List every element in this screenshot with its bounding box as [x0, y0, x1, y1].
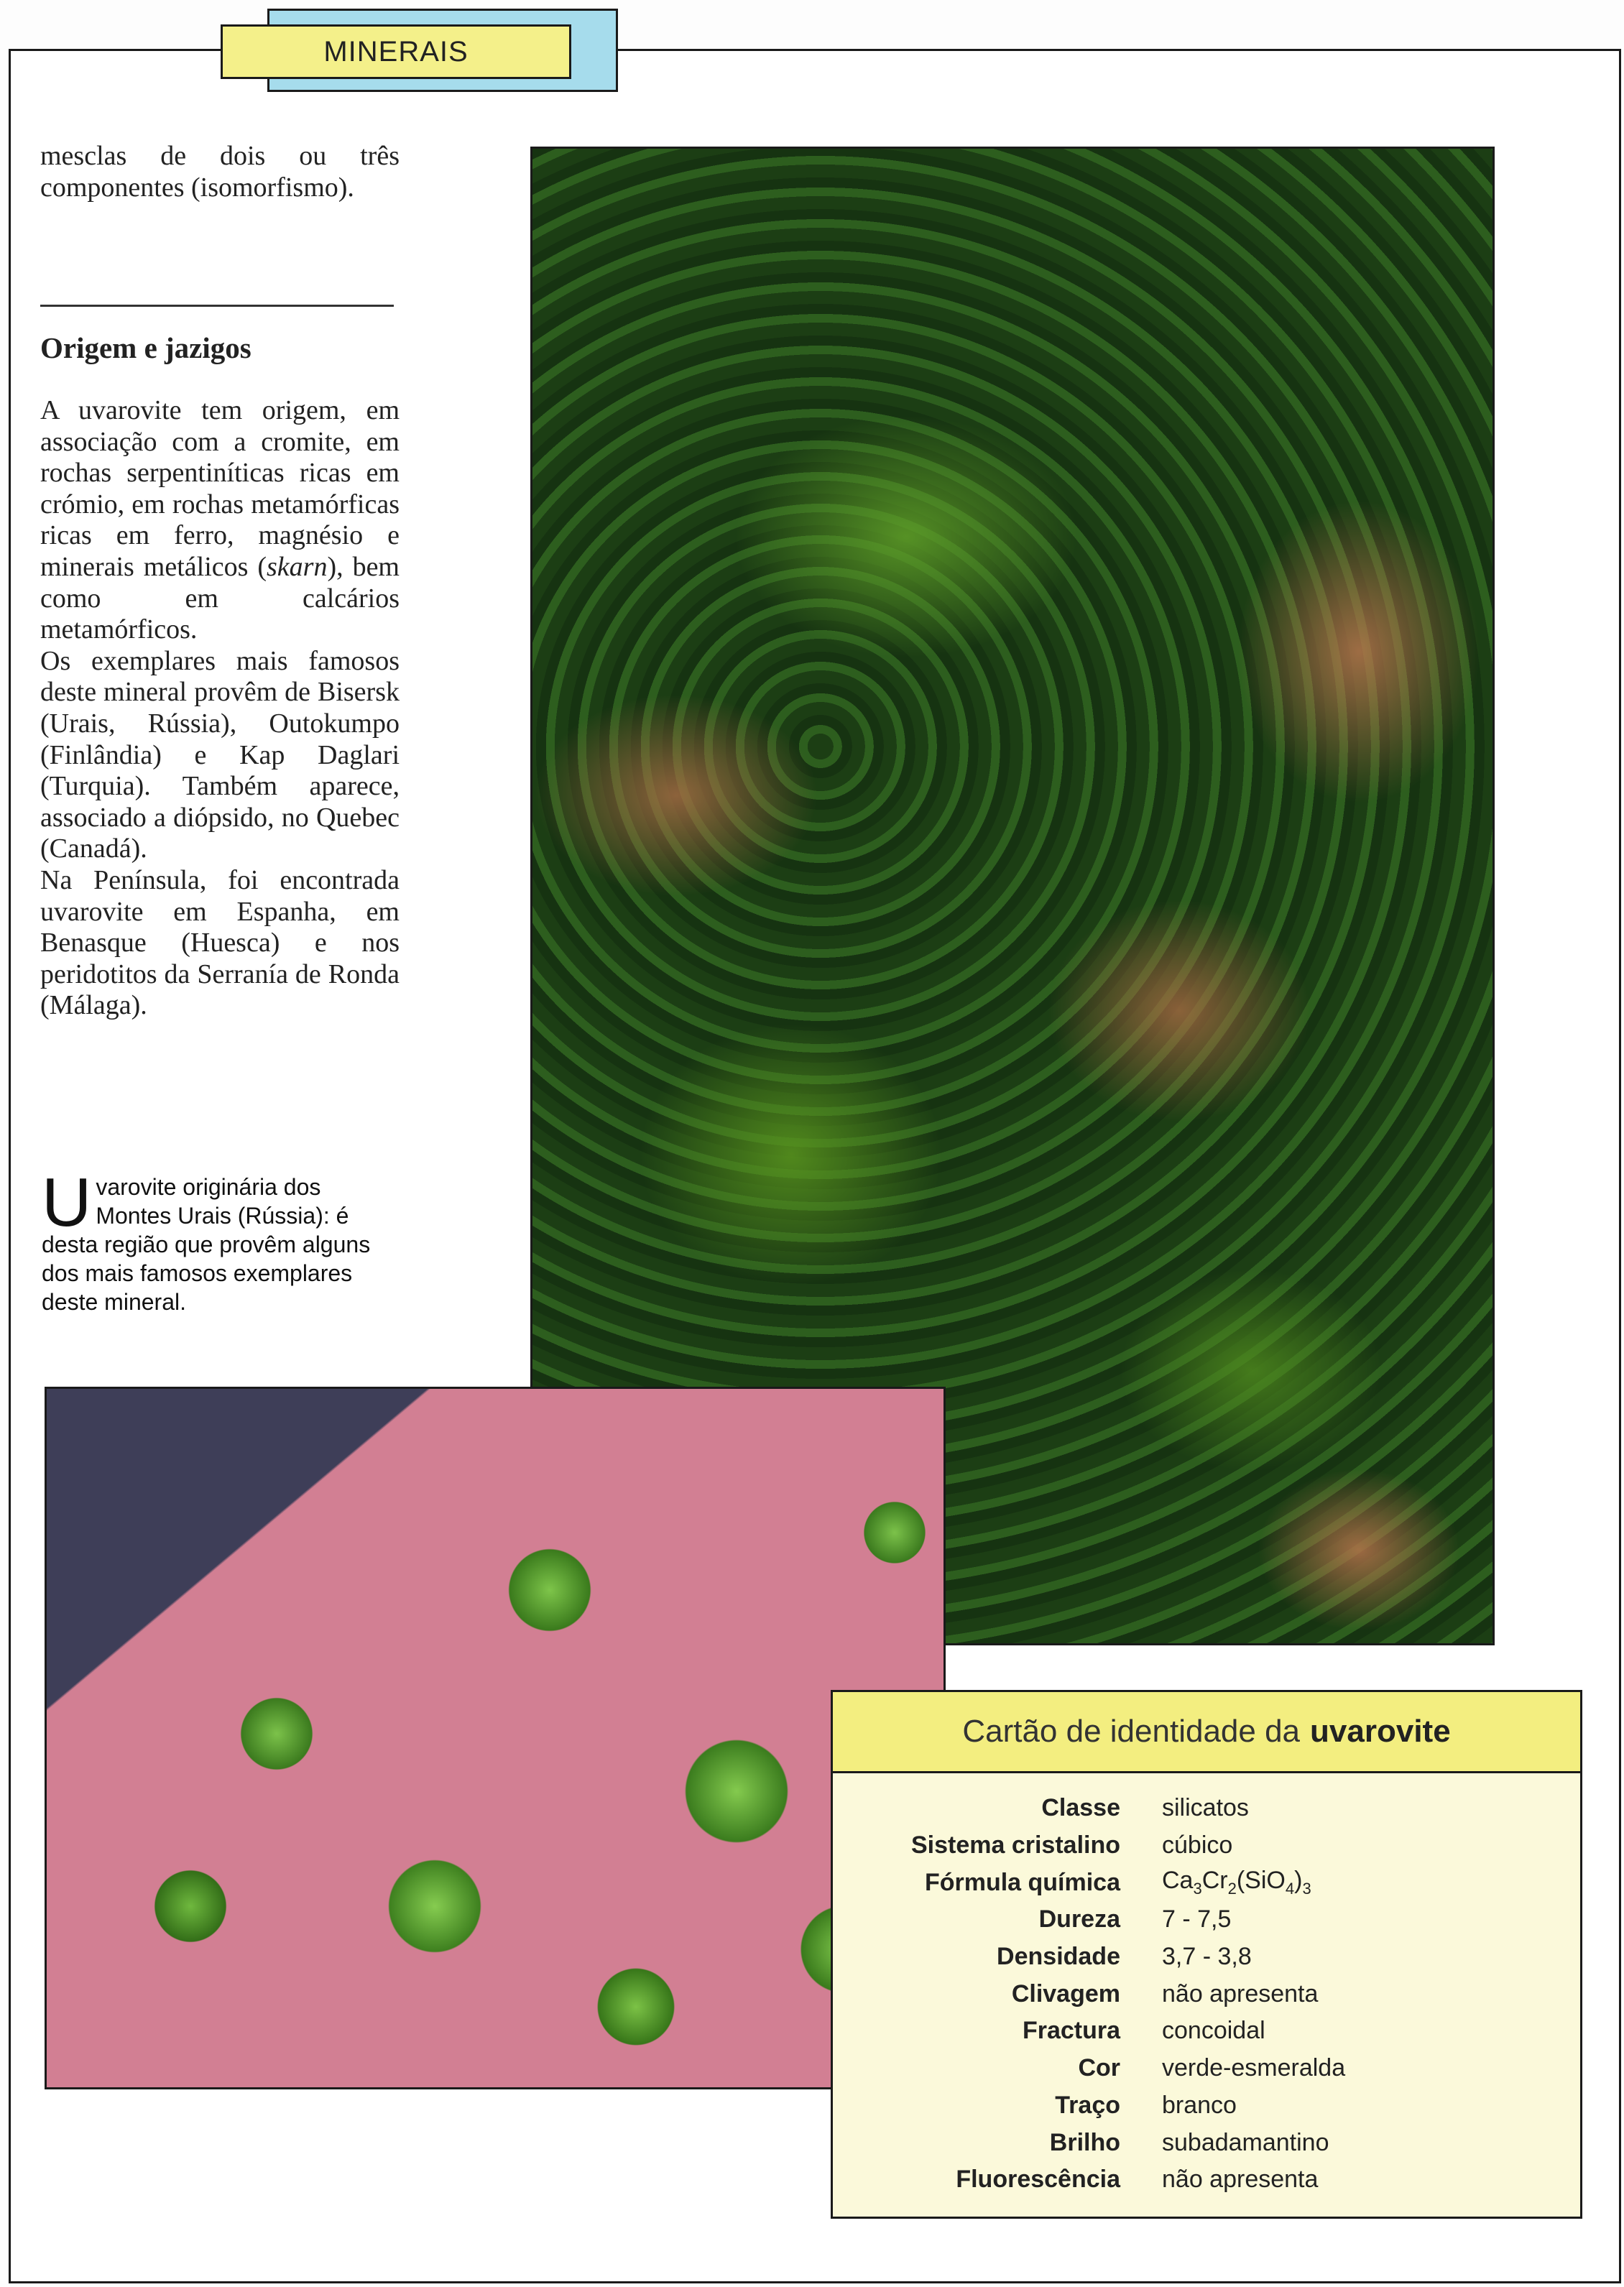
card-title: [833, 1692, 1580, 1773]
identity-card: [831, 1690, 1582, 2219]
card-row: [833, 2013, 1580, 2050]
paragraph-localities: Os exemplares mais famosos deste mineral provêm de Bisersk (Urais, Rússia), Outokumpo (Finlândia) e Kap Daglari (Turquia). Também aparece, associado a diópsido, no Quebec (Canadá).: [40, 645, 400, 864]
photo-caption: [42, 1164, 379, 1316]
card-label: Dureza: [1038, 1905, 1120, 1933]
section-tab: [221, 24, 571, 79]
card-value: subadamantino: [1162, 2128, 1329, 2156]
card-value: 3,7 - 3,8: [1162, 1943, 1252, 1971]
card-label: Fluorescência: [956, 2166, 1120, 2194]
paragraph-peninsula: Na Península, foi encontrada uvarovite em Espanha, em Benasque (Huesca) e nos peridotitos da Serranía de Ronda (Málaga).: [40, 864, 400, 1021]
card-row: [833, 2161, 1580, 2199]
card-value: branco: [1162, 2091, 1237, 2119]
card-row: [833, 2050, 1580, 2087]
caption-text: varovite originária dos Montes Urais (Rússia): é desta região que provêm alguns dos mais famosos exemplares deste mineral.: [42, 1174, 371, 1315]
card-value: não apresenta: [1162, 2166, 1319, 2194]
card-label: Cor: [1078, 2054, 1120, 2082]
card-row: [833, 1975, 1580, 2013]
card-table: [833, 1790, 1580, 2199]
card-title-prefix: Cartão de identidade da: [962, 1714, 1301, 1749]
card-row: [833, 1864, 1580, 1901]
card-value: 7 - 7,5: [1162, 1905, 1232, 1933]
card-label: Clivagem: [1011, 1979, 1120, 2008]
card-label: Sistema cristalino: [910, 1831, 1120, 1859]
section-title: MINERAIS: [323, 35, 469, 68]
card-label: Fórmula química: [924, 1868, 1120, 1896]
card-label: Densidade: [997, 1943, 1120, 1971]
card-row: [833, 1790, 1580, 1827]
card-row: [833, 1939, 1580, 1976]
card-row: [833, 2124, 1580, 2161]
card-row: [833, 1827, 1580, 1865]
section-heading: Origem e jazigos: [40, 331, 252, 364]
card-value: verde-esmeralda: [1162, 2054, 1346, 2082]
caption-dropcap: U: [42, 1164, 92, 1241]
card-value: concoidal: [1162, 2017, 1265, 2045]
card-value-formula: $Ca_3Cr_2(SiO_4)_3$: [1162, 1867, 1311, 1898]
card-label: Fractura: [1022, 2017, 1120, 2045]
card-value: não apresenta: [1162, 1979, 1319, 2008]
body-text: [40, 395, 400, 1022]
card-row: [833, 1901, 1580, 1939]
uvarovite-specimen-photo: [45, 1387, 946, 2089]
paragraph-origin: A uvarovite tem origem, em associação com a cromite, em rochas serpentiníticas ricas em crómio, em rochas metamórficas ricas em ferro, magnésio e minerais metálicos (skarn), bem como em calcários metamórficos.: [40, 395, 400, 645]
card-title-mineral: uvarovite: [1310, 1714, 1451, 1749]
card-value: cúbico: [1162, 1831, 1233, 1859]
divider: [40, 305, 394, 307]
card-label: Traço: [1055, 2091, 1120, 2119]
card-value: silicatos: [1162, 1794, 1249, 1822]
card-row: [833, 2087, 1580, 2125]
card-label: Classe: [1041, 1794, 1120, 1822]
card-label: Brilho: [1049, 2128, 1120, 2156]
intro-paragraph: mesclas de dois ou três componentes (isomorfismo).: [40, 141, 400, 203]
